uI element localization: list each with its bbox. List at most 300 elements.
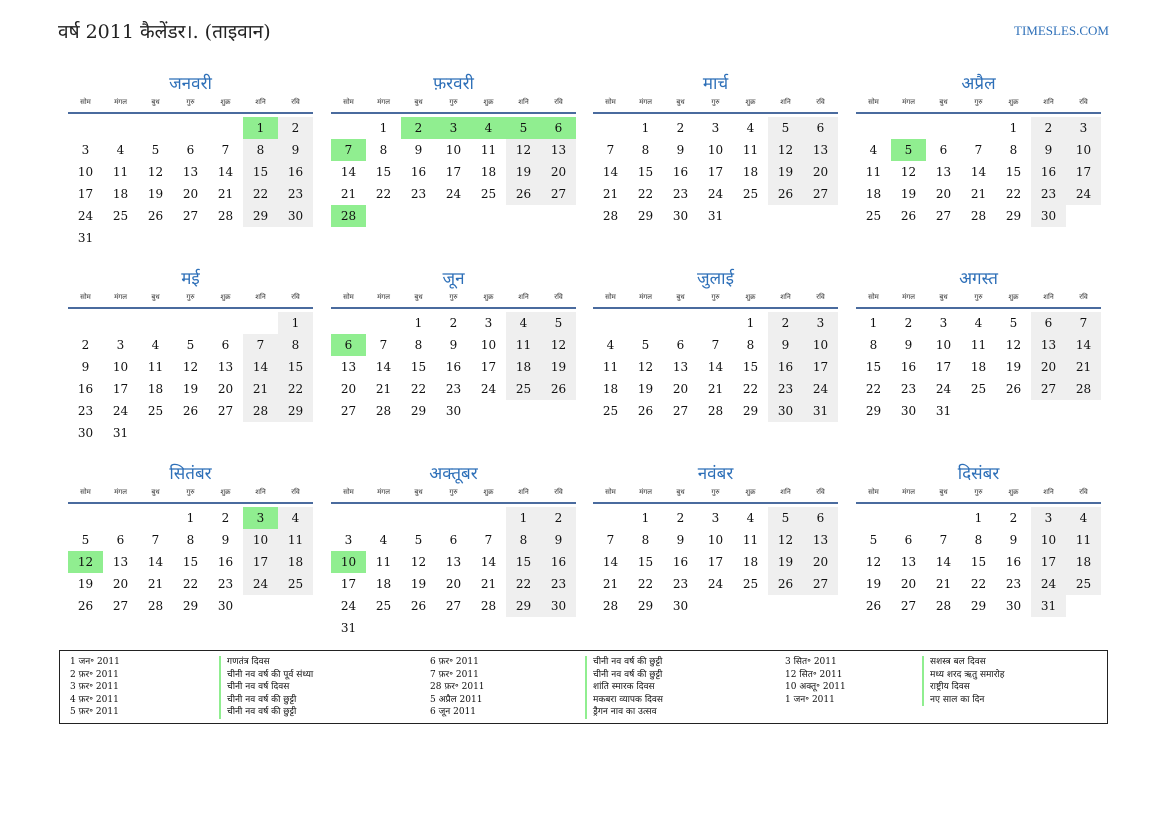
day-cell: 8 (869, 338, 878, 352)
day-cell: 18 (506, 356, 541, 378)
day-cell: 14 (970, 165, 987, 179)
day-cell: 13 (803, 529, 838, 551)
empty-cell (68, 312, 103, 334)
empty-cell (208, 312, 243, 334)
day-cell: 23 (77, 404, 94, 418)
day-cell: 26 (506, 183, 541, 205)
empty-cell (856, 507, 891, 529)
empty-cell (103, 507, 138, 529)
day-cell: 7 (1066, 312, 1101, 334)
day-cell: 11 (742, 533, 759, 547)
day-cell: 23 (278, 183, 313, 205)
weekday-label: गुरु (711, 98, 720, 106)
day-cell: 8 (974, 533, 983, 547)
month-block (856, 462, 1101, 617)
empty-cell (103, 312, 138, 334)
day-cell: 25 (602, 404, 619, 418)
day-cell: 21 (1066, 356, 1101, 378)
day-cell: 30 (900, 404, 917, 418)
holiday-day-cell: 3 (243, 507, 278, 529)
weekday-label: सोम (868, 98, 879, 106)
day-cell: 27 (803, 573, 838, 595)
day-cell: 20 (900, 577, 917, 591)
day-cell: 25 (480, 187, 497, 201)
day-cell: 5 (1009, 316, 1018, 330)
day-cell: 12 (147, 165, 164, 179)
day-cell: 11 (278, 529, 313, 551)
day-cell: 5 (186, 338, 195, 352)
weekday-label: शुक्र (745, 98, 756, 106)
day-cell: 25 (147, 404, 164, 418)
weekday-label: सोम (80, 293, 91, 301)
day-cell: 10 (112, 360, 129, 374)
weekday-label: शुक्र (220, 488, 231, 496)
legend-name-column (219, 656, 313, 719)
day-cell: 4 (151, 338, 160, 352)
day-cell: 24 (445, 187, 462, 201)
month-block (856, 267, 1101, 422)
day-cell: 23 (672, 577, 689, 591)
weekday-label: सोम (868, 488, 879, 496)
day-cell: 22 (742, 382, 759, 396)
day-grid (593, 117, 838, 227)
empty-cell (856, 117, 891, 139)
day-cell: 27 (541, 183, 576, 205)
day-cell: 14 (707, 360, 724, 374)
day-cell: 7 (974, 143, 983, 157)
legend-holiday-name: सशस्त्र बल दिवस (930, 657, 986, 667)
weekday-label: गुरु (186, 293, 195, 301)
weekday-label: रवि (1079, 293, 1088, 301)
day-cell: 15 (278, 356, 313, 378)
weekday-label: रवि (291, 98, 300, 106)
day-cell: 26 (147, 209, 164, 223)
day-cell: 30 (77, 426, 94, 440)
day-cell: 18 (742, 165, 759, 179)
empty-cell (961, 117, 996, 139)
day-cell: 31 (935, 404, 952, 418)
weekday-label: शनि (518, 488, 529, 496)
weekday-label: गुरु (974, 488, 983, 496)
empty-cell (401, 507, 436, 529)
day-cell: 12 (865, 555, 882, 569)
weekday-label: मंगल (377, 488, 390, 496)
day-cell: 6 (904, 533, 913, 547)
legend-date-column (430, 656, 485, 719)
empty-cell (891, 117, 926, 139)
empty-cell (68, 117, 103, 139)
day-cell: 7 (379, 338, 388, 352)
weekday-label: सोम (605, 98, 616, 106)
day-cell: 20 (672, 382, 689, 396)
day-cell: 28 (243, 400, 278, 422)
day-cell: 11 (1066, 529, 1101, 551)
day-grid (68, 507, 313, 617)
day-cell: 2 (278, 117, 313, 139)
holiday-day-cell: 6 (541, 117, 576, 139)
day-cell: 9 (676, 143, 685, 157)
day-cell: 29 (637, 209, 654, 223)
weekday-label: शुक्र (483, 98, 494, 106)
day-cell: 29 (970, 599, 987, 613)
day-cell: 10 (243, 529, 278, 551)
day-cell: 1 (746, 316, 755, 330)
weekday-label: रवि (291, 488, 300, 496)
weekday-header (331, 291, 576, 309)
empty-cell (173, 312, 208, 334)
day-cell: 16 (278, 161, 313, 183)
day-cell: 28 (707, 404, 724, 418)
empty-cell (628, 312, 663, 334)
weekday-label: गुरु (711, 293, 720, 301)
month-name: मई (181, 269, 200, 289)
month-block (593, 267, 838, 422)
weekday-header (856, 96, 1101, 114)
weekday-header (68, 96, 313, 114)
day-cell: 12 (768, 139, 803, 161)
weekday-label: रवि (554, 488, 563, 496)
weekday-label: शनि (780, 488, 791, 496)
weekday-label: मंगल (114, 488, 127, 496)
day-cell: 26 (182, 404, 199, 418)
day-cell: 13 (182, 165, 199, 179)
legend-holiday-name: चीनी नव वर्ष की छुट्टी (593, 657, 663, 667)
day-cell: 7 (243, 334, 278, 356)
holiday-day-cell: 2 (401, 117, 436, 139)
day-cell: 17 (480, 360, 497, 374)
month-block (331, 267, 576, 422)
day-cell: 27 (112, 599, 129, 613)
day-cell: 9 (221, 533, 230, 547)
holiday-day-cell: 3 (436, 117, 471, 139)
empty-cell (891, 507, 926, 529)
day-cell: 29 (742, 404, 759, 418)
day-cell: 10 (480, 338, 497, 352)
day-cell: 27 (182, 209, 199, 223)
weekday-label: शनि (518, 293, 529, 301)
weekday-label: रवि (554, 293, 563, 301)
day-cell: 18 (112, 187, 129, 201)
day-cell: 4 (746, 121, 755, 135)
weekday-label: शनि (1043, 293, 1054, 301)
empty-cell (593, 312, 628, 334)
legend-holiday-name: चीनी नव वर्ष की छुट्टी (593, 669, 663, 680)
weekday-label: शनि (518, 98, 529, 106)
day-cell: 26 (541, 378, 576, 400)
day-cell: 22 (375, 187, 392, 201)
day-cell: 6 (449, 533, 458, 547)
day-cell: 31 (340, 621, 357, 635)
day-cell: 1 (278, 312, 313, 334)
day-cell: 8 (414, 338, 423, 352)
empty-cell (698, 312, 733, 334)
legend-holiday-name: नए साल का दिन (930, 694, 985, 705)
weekday-label: सोम (343, 98, 354, 106)
day-cell: 14 (147, 555, 164, 569)
day-cell: 17 (1066, 161, 1101, 183)
weekday-label: बुध (939, 293, 948, 301)
legend-date: 4 फ़र॰ 2011 (70, 694, 119, 705)
day-cell: 4 (974, 316, 983, 330)
weekday-header (593, 486, 838, 504)
day-cell: 12 (1005, 338, 1022, 352)
legend-date: 1 जन॰ 2011 (785, 694, 835, 705)
day-cell: 9 (449, 338, 458, 352)
day-cell: 29 (243, 205, 278, 227)
weekday-label: सोम (80, 98, 91, 106)
weekday-label: शनि (255, 488, 266, 496)
day-cell: 29 (182, 599, 199, 613)
day-cell: 30 (541, 595, 576, 617)
day-cell: 14 (375, 360, 392, 374)
day-cell: 18 (480, 165, 497, 179)
weekday-label: गुरु (449, 98, 458, 106)
day-cell: 28 (375, 404, 392, 418)
weekday-label: गुरु (974, 293, 983, 301)
day-cell: 10 (1066, 139, 1101, 161)
day-cell: 12 (900, 165, 917, 179)
day-cell: 16 (410, 165, 427, 179)
day-cell: 15 (410, 360, 427, 374)
day-cell: 22 (637, 187, 654, 201)
day-cell: 3 (344, 533, 353, 547)
day-cell: 19 (182, 382, 199, 396)
day-cell: 25 (278, 573, 313, 595)
day-cell: 1 (974, 511, 983, 525)
day-cell: 31 (1031, 595, 1066, 617)
weekday-label: सोम (605, 488, 616, 496)
day-cell: 19 (541, 356, 576, 378)
day-cell: 26 (410, 599, 427, 613)
day-cell: 11 (742, 143, 759, 157)
weekday-label: मंगल (902, 98, 915, 106)
day-cell: 13 (340, 360, 357, 374)
month-block (331, 462, 576, 639)
weekday-label: सोम (80, 488, 91, 496)
weekday-label: बुध (939, 488, 948, 496)
weekday-label: बुध (414, 98, 423, 106)
day-cell: 24 (1031, 573, 1066, 595)
day-cell: 20 (935, 187, 952, 201)
day-cell: 26 (1005, 382, 1022, 396)
day-cell: 2 (221, 511, 230, 525)
weekday-label: बुध (939, 98, 948, 106)
day-cell: 29 (506, 595, 541, 617)
site-link[interactable]: TIMESLES.COM (1014, 23, 1109, 38)
day-cell: 27 (803, 183, 838, 205)
day-cell: 23 (541, 573, 576, 595)
day-cell: 11 (506, 334, 541, 356)
day-cell: 27 (217, 404, 234, 418)
weekday-label: शनि (1043, 488, 1054, 496)
day-cell: 4 (278, 507, 313, 529)
day-cell: 4 (506, 312, 541, 334)
empty-cell (471, 507, 506, 529)
day-grid (593, 507, 838, 617)
holiday-day-cell: 6 (331, 334, 366, 356)
legend-holiday-name: ड्रैगन नाव का उत्सव (593, 707, 657, 718)
day-cell: 15 (865, 360, 882, 374)
day-cell: 15 (375, 165, 392, 179)
day-cell: 1 (641, 121, 650, 135)
day-cell: 30 (672, 209, 689, 223)
day-cell: 1 (186, 511, 195, 525)
day-cell: 1 (869, 316, 878, 330)
day-cell: 21 (243, 378, 278, 400)
day-cell: 8 (186, 533, 195, 547)
legend-date: 28 फ़र॰ 2011 (430, 682, 485, 693)
month-block (593, 462, 838, 617)
weekday-label: रवि (291, 293, 300, 301)
day-cell: 15 (742, 360, 759, 374)
holiday-day-cell: 12 (68, 551, 103, 573)
day-grid (331, 117, 576, 227)
empty-cell (331, 507, 366, 529)
day-cell: 30 (672, 599, 689, 613)
day-cell: 25 (742, 187, 759, 201)
empty-cell (208, 117, 243, 139)
holiday-day-cell: 7 (331, 139, 366, 161)
day-cell: 22 (278, 378, 313, 400)
month-block (593, 72, 838, 227)
day-cell: 3 (116, 338, 125, 352)
day-cell: 20 (445, 577, 462, 591)
day-cell: 8 (746, 338, 755, 352)
day-cell: 22 (410, 382, 427, 396)
weekday-label: शनि (780, 98, 791, 106)
day-cell: 3 (711, 511, 720, 525)
weekday-label: शुक्र (745, 293, 756, 301)
legend-holiday-name: मकबरा व्यापक दिवस (593, 694, 664, 705)
weekday-header (593, 96, 838, 114)
day-cell: 19 (77, 577, 94, 591)
day-cell: 8 (506, 529, 541, 551)
legend-date: 3 सित॰ 2011 (785, 657, 837, 667)
day-cell: 25 (375, 599, 392, 613)
day-cell: 9 (278, 139, 313, 161)
day-cell: 6 (803, 507, 838, 529)
day-cell: 23 (672, 187, 689, 201)
day-cell: 8 (641, 143, 650, 157)
weekday-label: मंगल (377, 98, 390, 106)
day-cell: 5 (151, 143, 160, 157)
day-cell: 19 (1005, 360, 1022, 374)
day-cell: 25 (742, 577, 759, 591)
weekday-label: सोम (343, 293, 354, 301)
month-name: जनवरी (169, 74, 212, 94)
day-cell: 19 (506, 161, 541, 183)
day-cell: 30 (278, 205, 313, 227)
legend-date: 7 फ़र॰ 2011 (430, 669, 479, 680)
legend-date: 6 फ़र॰ 2011 (430, 657, 479, 667)
day-cell: 5 (768, 507, 803, 529)
day-cell: 2 (768, 312, 803, 334)
day-cell: 21 (147, 577, 164, 591)
day-cell: 24 (707, 577, 724, 591)
day-cell: 15 (182, 555, 199, 569)
day-cell: 30 (217, 599, 234, 613)
day-cell: 17 (707, 555, 724, 569)
weekday-label: रवि (816, 488, 825, 496)
day-cell: 27 (900, 599, 917, 613)
month-block (856, 72, 1101, 227)
month-name: फ़रवरी (433, 74, 474, 94)
weekday-label: बुध (151, 98, 160, 106)
day-cell: 7 (711, 338, 720, 352)
day-cell: 1 (379, 121, 388, 135)
empty-cell (926, 507, 961, 529)
weekday-label: गुरु (186, 98, 195, 106)
day-cell: 5 (641, 338, 650, 352)
day-cell: 11 (970, 338, 987, 352)
legend-name-column (585, 656, 663, 719)
holiday-day-cell: 4 (471, 117, 506, 139)
day-cell: 28 (935, 599, 952, 613)
empty-cell (103, 117, 138, 139)
day-grid (331, 507, 576, 639)
empty-cell (331, 117, 366, 139)
day-cell: 14 (480, 555, 497, 569)
day-cell: 27 (672, 404, 689, 418)
day-cell: 11 (480, 143, 497, 157)
day-cell: 5 (414, 533, 423, 547)
day-cell: 17 (803, 356, 838, 378)
day-cell: 24 (77, 209, 94, 223)
empty-cell (926, 117, 961, 139)
legend-date: 3 फ़र॰ 2011 (70, 682, 119, 693)
day-cell: 14 (602, 555, 619, 569)
empty-cell (331, 312, 366, 334)
month-name: अक्तूबर (429, 464, 478, 484)
day-cell: 25 (1066, 573, 1101, 595)
weekday-label: रवि (816, 98, 825, 106)
day-cell: 10 (445, 143, 462, 157)
day-grid (593, 312, 838, 422)
day-cell: 17 (1031, 551, 1066, 573)
day-cell: 20 (340, 382, 357, 396)
day-cell: 5 (869, 533, 878, 547)
weekday-header (68, 291, 313, 309)
day-cell: 22 (182, 577, 199, 591)
day-cell: 18 (865, 187, 882, 201)
day-cell: 1 (1009, 121, 1018, 135)
day-grid (331, 312, 576, 422)
weekday-header (593, 291, 838, 309)
day-cell: 13 (935, 165, 952, 179)
weekday-label: शुक्र (745, 488, 756, 496)
weekday-label: मंगल (902, 293, 915, 301)
day-cell: 20 (182, 187, 199, 201)
day-cell: 19 (768, 161, 803, 183)
weekday-label: गुरु (449, 488, 458, 496)
day-cell: 23 (410, 187, 427, 201)
day-cell: 26 (637, 404, 654, 418)
day-cell: 8 (278, 334, 313, 356)
day-cell: 28 (480, 599, 497, 613)
day-cell: 15 (1005, 165, 1022, 179)
day-cell: 8 (379, 143, 388, 157)
month-name: दिसंबर (957, 464, 1000, 484)
day-cell: 27 (445, 599, 462, 613)
day-cell: 28 (970, 209, 987, 223)
weekday-label: बुध (676, 488, 685, 496)
day-cell: 7 (221, 143, 230, 157)
day-cell: 16 (768, 356, 803, 378)
day-cell: 24 (707, 187, 724, 201)
day-cell: 12 (637, 360, 654, 374)
day-cell: 8 (641, 533, 650, 547)
day-cell: 16 (541, 551, 576, 573)
